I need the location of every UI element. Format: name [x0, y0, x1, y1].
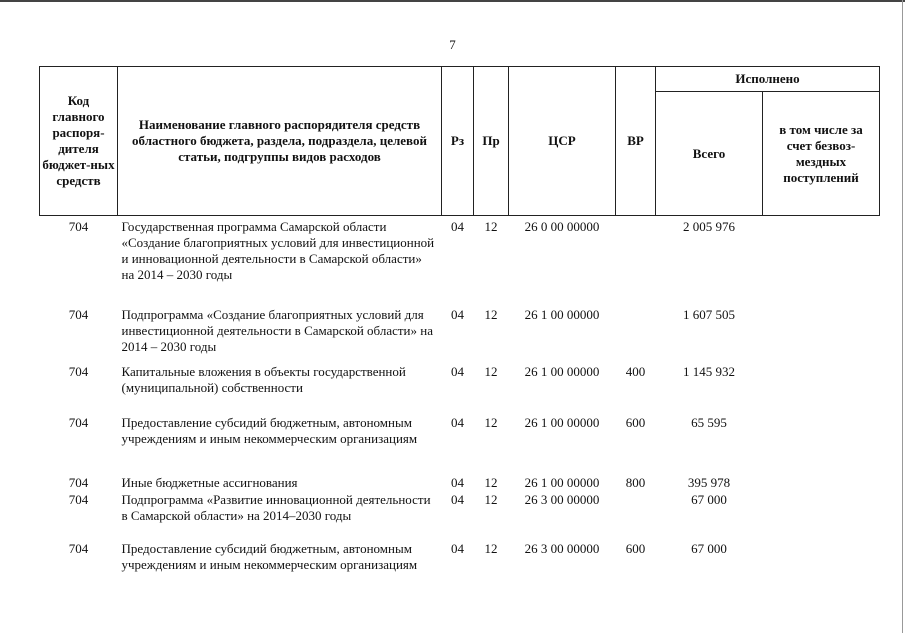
cell-vr: 400	[625, 364, 646, 379]
cell-code: 704	[68, 307, 89, 322]
cell-csr: 26 1 00 00000	[524, 307, 600, 322]
header-pr: Пр	[474, 67, 509, 216]
cell-free	[763, 475, 880, 492]
cell-rz: 04	[451, 219, 464, 234]
header-executed: Исполнено	[656, 67, 880, 92]
cell-name: Государственная программа Самарской области «Создание благоприятных условий для инвестиционной и инновационной деятельности в Самарской области» на 2014 – 2030 годы	[121, 219, 435, 282]
cell-free	[763, 361, 880, 412]
cell-name: Капитальные вложения в объекты государственной (муниципальной) собственности	[121, 364, 406, 395]
cell-code: 704	[68, 364, 89, 379]
cell-rz: 04	[451, 541, 464, 556]
cell-csr: 26 1 00 00000	[524, 475, 600, 490]
cell-rz: 04	[451, 364, 464, 379]
cell-vr	[616, 304, 656, 361]
page-top-border	[0, 0, 905, 2]
cell-name: Иные бюджетные ассигнования	[121, 475, 298, 490]
cell-rz: 04	[451, 307, 464, 322]
cell-pr: 12	[484, 492, 498, 507]
cell-rz: 04	[451, 475, 464, 490]
cell-free	[763, 412, 880, 475]
cell-code: 704	[68, 475, 89, 490]
cell-rz: 04	[451, 415, 464, 430]
cell-total: 67 000	[691, 541, 727, 556]
cell-code: 704	[68, 541, 89, 556]
cell-vr	[616, 216, 656, 305]
cell-csr: 26 1 00 00000	[524, 364, 600, 379]
cell-total: 1 607 505	[683, 307, 735, 322]
page-right-edge	[902, 0, 903, 633]
cell-code: 704	[68, 219, 89, 234]
cell-pr: 12	[484, 219, 498, 234]
header-free: в том числе за счет безвоз-мездных поступлений	[763, 92, 880, 216]
cell-vr: 800	[625, 475, 646, 490]
table-row	[40, 492, 880, 541]
cell-csr: 26 3 00 00000	[524, 492, 600, 507]
cell-total: 1 145 932	[683, 364, 735, 379]
cell-total: 65 595	[691, 415, 727, 430]
cell-csr: 26 3 00 00000	[524, 541, 600, 556]
table-row	[40, 361, 880, 412]
header-csr: ЦСР	[509, 67, 616, 216]
header-total: Всего	[656, 92, 763, 216]
cell-free	[763, 541, 880, 589]
cell-vr: 600	[625, 541, 646, 556]
cell-pr: 12	[484, 475, 498, 490]
header-rz: Рз	[442, 67, 474, 216]
table-row	[40, 541, 880, 589]
budget-execution-table	[39, 66, 880, 589]
cell-free	[763, 304, 880, 361]
cell-free	[763, 492, 880, 541]
table-row	[40, 412, 880, 475]
page-number: 7	[449, 37, 456, 52]
header-code: Код главного распоря-дителя бюджет-ных средств	[40, 67, 118, 216]
cell-pr: 12	[484, 307, 498, 322]
cell-total: 395 978	[687, 475, 731, 490]
cell-total: 2 005 976	[683, 219, 735, 234]
cell-pr: 12	[484, 415, 498, 430]
header-name: Наименование главного распорядителя средств областного бюджета, раздела, подраздела, целевой статьи, подгруппы видов расходов	[118, 67, 442, 216]
cell-code: 704	[68, 492, 89, 507]
cell-pr: 12	[484, 541, 498, 556]
table-row	[40, 475, 880, 492]
cell-code: 704	[68, 415, 89, 430]
table-row	[40, 216, 880, 305]
cell-total: 67 000	[691, 492, 727, 507]
cell-name: Предоставление субсидий бюджетным, автономным учреждениям и иным некоммерческим организациям	[121, 415, 418, 446]
cell-vr: 600	[625, 415, 646, 430]
cell-name: Предоставление субсидий бюджетным, автономным учреждениям и иным некоммерческим организациям	[121, 541, 418, 572]
table-body	[40, 216, 880, 590]
cell-csr: 26 0 00 00000	[524, 219, 600, 234]
table-row	[40, 304, 880, 361]
cell-rz: 04	[451, 492, 464, 507]
cell-free	[763, 216, 880, 305]
cell-csr: 26 1 00 00000	[524, 415, 600, 430]
table-header	[40, 67, 880, 216]
cell-vr	[616, 492, 656, 541]
cell-name: Подпрограмма «Создание благоприятных условий для инвестиционной деятельности в Самарской области» на 2014 – 2030 годы	[121, 307, 433, 354]
header-vr: ВР	[616, 67, 656, 216]
cell-name: Подпрограмма «Развитие инновационной деятельности в Самарской области» на 2014–2030 годы	[121, 492, 431, 523]
cell-pr: 12	[484, 364, 498, 379]
